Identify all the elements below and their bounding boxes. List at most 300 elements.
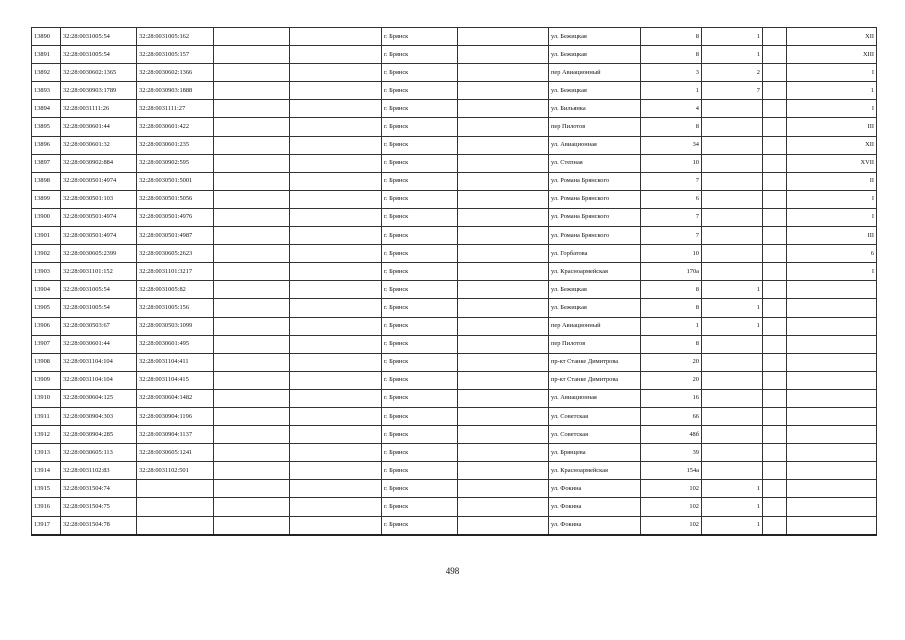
cell-empty xyxy=(214,317,290,335)
cell-city: г. Брянск xyxy=(382,154,458,172)
cell-empty xyxy=(763,371,787,389)
cell-cadastral-object: 32:28:0030501:4987 xyxy=(137,227,214,245)
cell-room xyxy=(787,281,877,299)
cell-empty xyxy=(763,516,787,535)
cell-city: г. Брянск xyxy=(382,82,458,100)
cell-number: 13893 xyxy=(32,82,61,100)
cell-empty xyxy=(290,136,382,154)
cell-cadastral-object xyxy=(137,480,214,498)
table-row xyxy=(32,516,877,535)
cell-empty xyxy=(458,227,549,245)
cell-cadastral-object: 32:28:0030903:1888 xyxy=(137,82,214,100)
cell-street: пр-кт Станке Димитрова xyxy=(549,353,641,371)
table-row xyxy=(32,498,877,516)
cell-number: 13915 xyxy=(32,480,61,498)
cell-number: 13903 xyxy=(32,263,61,281)
table-row xyxy=(32,371,877,389)
cell-cadastral-parcel: 32:28:0031005:54 xyxy=(61,281,137,299)
cell-street: пер Авиационный xyxy=(549,317,641,335)
cell-empty xyxy=(290,353,382,371)
cell-city: г. Брянск xyxy=(382,498,458,516)
cell-cadastral-object: 32:28:0030904:1137 xyxy=(137,426,214,444)
cell-empty xyxy=(763,281,787,299)
cell-city: г. Брянск xyxy=(382,335,458,353)
cell-empty xyxy=(763,245,787,263)
cell-flat xyxy=(702,335,763,353)
cell-empty xyxy=(214,407,290,425)
cell-cadastral-object: 32:28:0030902:595 xyxy=(137,154,214,172)
cell-flat: 1 xyxy=(702,480,763,498)
cell-city: г. Брянск xyxy=(382,28,458,46)
cell-number: 13890 xyxy=(32,28,61,46)
cell-empty xyxy=(458,64,549,82)
cell-room: XII xyxy=(787,28,877,46)
cell-number: 13898 xyxy=(32,172,61,190)
cell-room xyxy=(787,371,877,389)
table-row xyxy=(32,444,877,462)
cell-empty xyxy=(214,444,290,462)
cell-house: 1 xyxy=(641,317,702,335)
cell-empty xyxy=(458,263,549,281)
cell-empty xyxy=(214,118,290,136)
cell-room xyxy=(787,426,877,444)
table-row xyxy=(32,335,877,353)
table-row xyxy=(32,389,877,407)
table-row xyxy=(32,317,877,335)
cell-empty xyxy=(214,100,290,118)
cell-cadastral-object: 32:28:0030601:235 xyxy=(137,136,214,154)
cell-room: II xyxy=(787,172,877,190)
cell-flat xyxy=(702,353,763,371)
cell-cadastral-object: 32:28:0030605:2623 xyxy=(137,245,214,263)
cell-house: 34 xyxy=(641,136,702,154)
cell-empty xyxy=(290,28,382,46)
table-row xyxy=(32,154,877,172)
cell-house: 170а xyxy=(641,263,702,281)
cell-cadastral-parcel: 32:28:0031504:74 xyxy=(61,480,137,498)
cell-empty xyxy=(214,281,290,299)
cell-house: 154а xyxy=(641,462,702,480)
cell-empty xyxy=(763,46,787,64)
cell-empty xyxy=(458,317,549,335)
cell-empty xyxy=(458,118,549,136)
cell-empty xyxy=(458,299,549,317)
cell-room xyxy=(787,389,877,407)
table-row xyxy=(32,28,877,46)
cell-empty xyxy=(458,82,549,100)
cell-empty xyxy=(214,136,290,154)
table-row xyxy=(32,208,877,226)
cell-flat xyxy=(702,444,763,462)
cell-room: I xyxy=(787,190,877,208)
cell-cadastral-object: 32:28:0030601:422 xyxy=(137,118,214,136)
cell-flat xyxy=(702,407,763,425)
cell-house: 20 xyxy=(641,353,702,371)
cell-street: ул. Романа Брянского xyxy=(549,208,641,226)
cell-street: ул. Брянцева xyxy=(549,444,641,462)
cell-room xyxy=(787,516,877,535)
cell-street: ул. Авиационная xyxy=(549,389,641,407)
cell-flat: 1 xyxy=(702,498,763,516)
cell-empty xyxy=(290,64,382,82)
cell-city: г. Брянск xyxy=(382,371,458,389)
cell-flat xyxy=(702,371,763,389)
cell-number: 13916 xyxy=(32,498,61,516)
cell-cadastral-parcel: 32:28:0031005:54 xyxy=(61,299,137,317)
cell-city: г. Брянск xyxy=(382,190,458,208)
cell-empty xyxy=(290,46,382,64)
cell-street: ул. Горбатова xyxy=(549,245,641,263)
cell-empty xyxy=(214,46,290,64)
cell-street: пр-кт Станке Димитрова xyxy=(549,371,641,389)
cell-room: XII xyxy=(787,136,877,154)
cell-house: 39 xyxy=(641,444,702,462)
cell-empty xyxy=(458,100,549,118)
cell-empty xyxy=(214,154,290,172)
cell-empty xyxy=(763,263,787,281)
cell-house: 3 xyxy=(641,64,702,82)
cell-cadastral-object: 32:28:0030601:495 xyxy=(137,335,214,353)
cell-empty xyxy=(763,172,787,190)
cell-cadastral-parcel: 32:28:0030604:125 xyxy=(61,389,137,407)
cell-empty xyxy=(763,190,787,208)
cell-empty xyxy=(763,389,787,407)
cell-number: 13907 xyxy=(32,335,61,353)
cell-cadastral-parcel: 32:28:0030501:103 xyxy=(61,190,137,208)
cell-cadastral-parcel: 32:28:0031101:152 xyxy=(61,263,137,281)
cell-cadastral-parcel: 32:28:0031104:104 xyxy=(61,353,137,371)
cell-street: ул. Бежицкая xyxy=(549,299,641,317)
cell-flat xyxy=(702,245,763,263)
cell-empty xyxy=(290,172,382,190)
cell-empty xyxy=(763,353,787,371)
cell-street: ул. Красноармейская xyxy=(549,263,641,281)
registry-table xyxy=(31,27,877,536)
cell-city: г. Брянск xyxy=(382,480,458,498)
cell-room xyxy=(787,407,877,425)
cell-room xyxy=(787,353,877,371)
cell-cadastral-object: 32:28:0030602:1366 xyxy=(137,64,214,82)
cell-empty xyxy=(214,480,290,498)
cell-empty xyxy=(458,480,549,498)
cell-house: 66 xyxy=(641,407,702,425)
cell-room: III xyxy=(787,118,877,136)
cell-number: 13912 xyxy=(32,426,61,444)
cell-empty xyxy=(214,389,290,407)
cell-city: г. Брянск xyxy=(382,317,458,335)
table-row xyxy=(32,462,877,480)
cell-cadastral-parcel: 32:28:0030902:884 xyxy=(61,154,137,172)
cell-empty xyxy=(290,118,382,136)
cell-house: 102 xyxy=(641,516,702,535)
table-row xyxy=(32,407,877,425)
cell-empty xyxy=(763,444,787,462)
cell-house: 8 xyxy=(641,335,702,353)
cell-cadastral-parcel: 32:28:0031005:54 xyxy=(61,46,137,64)
cell-city: г. Брянск xyxy=(382,281,458,299)
cell-cadastral-parcel: 32:28:0031102:83 xyxy=(61,462,137,480)
cell-flat xyxy=(702,426,763,444)
cell-room: 1 xyxy=(787,82,877,100)
cell-city: г. Брянск xyxy=(382,208,458,226)
cell-house: 6 xyxy=(641,190,702,208)
cell-number: 13902 xyxy=(32,245,61,263)
cell-empty xyxy=(458,245,549,263)
cell-flat xyxy=(702,190,763,208)
cell-empty xyxy=(763,299,787,317)
cell-empty xyxy=(458,46,549,64)
cell-room: I xyxy=(787,64,877,82)
cell-flat: 7 xyxy=(702,82,763,100)
cell-empty xyxy=(214,299,290,317)
cell-empty xyxy=(214,190,290,208)
cell-empty xyxy=(290,227,382,245)
table-row xyxy=(32,64,877,82)
cell-flat: 1 xyxy=(702,28,763,46)
cell-house: 10 xyxy=(641,245,702,263)
cell-cadastral-parcel: 32:28:0030605:2399 xyxy=(61,245,137,263)
cell-room xyxy=(787,335,877,353)
cell-empty xyxy=(290,516,382,535)
cell-room xyxy=(787,462,877,480)
cell-empty xyxy=(458,462,549,480)
cell-cadastral-parcel: 32:28:0030904:303 xyxy=(61,407,137,425)
cell-empty xyxy=(458,172,549,190)
table-row xyxy=(32,82,877,100)
cell-cadastral-parcel: 32:28:0030601:44 xyxy=(61,335,137,353)
cell-cadastral-parcel: 32:28:0030601:44 xyxy=(61,118,137,136)
cell-room xyxy=(787,480,877,498)
cell-empty xyxy=(763,154,787,172)
cell-empty xyxy=(458,154,549,172)
cell-cadastral-object: 32:28:0031005:82 xyxy=(137,281,214,299)
cell-number: 13901 xyxy=(32,227,61,245)
cell-street: ул. Бежицкая xyxy=(549,281,641,299)
cell-city: г. Брянск xyxy=(382,516,458,535)
cell-cadastral-object: 32:28:0031102:501 xyxy=(137,462,214,480)
table-row xyxy=(32,263,877,281)
cell-cadastral-object: 32:28:0031005:156 xyxy=(137,299,214,317)
cell-empty xyxy=(214,172,290,190)
cell-street: ул. Авиационная xyxy=(549,136,641,154)
cell-empty xyxy=(458,371,549,389)
cell-empty xyxy=(290,335,382,353)
cell-empty xyxy=(290,407,382,425)
table-row xyxy=(32,100,877,118)
cell-room: XVII xyxy=(787,154,877,172)
cell-cadastral-parcel: 32:28:0030501:4974 xyxy=(61,172,137,190)
cell-room: 6 xyxy=(787,245,877,263)
cell-city: г. Брянск xyxy=(382,444,458,462)
cell-cadastral-parcel: 32:28:0030602:1365 xyxy=(61,64,137,82)
cell-cadastral-parcel: 32:28:0031111:26 xyxy=(61,100,137,118)
cell-house: 8 xyxy=(641,118,702,136)
cell-house: 8 xyxy=(641,281,702,299)
cell-empty xyxy=(458,335,549,353)
table-row xyxy=(32,118,877,136)
cell-flat xyxy=(702,263,763,281)
cell-empty xyxy=(214,227,290,245)
cell-street: ул. Бежицкая xyxy=(549,28,641,46)
cell-room: XIII xyxy=(787,46,877,64)
cell-house: 8 xyxy=(641,299,702,317)
cell-flat xyxy=(702,227,763,245)
cell-empty xyxy=(763,118,787,136)
cell-cadastral-object: 32:28:0030605:1241 xyxy=(137,444,214,462)
cell-cadastral-object: 32:28:0030501:5056 xyxy=(137,190,214,208)
cell-street: пер Авиационный xyxy=(549,64,641,82)
cell-number: 13906 xyxy=(32,317,61,335)
cell-empty xyxy=(458,426,549,444)
cell-city: г. Брянск xyxy=(382,353,458,371)
cell-empty xyxy=(290,263,382,281)
cell-empty xyxy=(214,245,290,263)
cell-street: ул. Красноармейская xyxy=(549,462,641,480)
cell-cadastral-object xyxy=(137,516,214,535)
cell-empty xyxy=(763,100,787,118)
cell-empty xyxy=(290,190,382,208)
cell-empty xyxy=(290,100,382,118)
cell-number: 13894 xyxy=(32,100,61,118)
cell-empty xyxy=(214,208,290,226)
cell-empty xyxy=(763,64,787,82)
page-number: 498 xyxy=(445,566,460,576)
cell-cadastral-parcel: 32:28:0030501:4974 xyxy=(61,227,137,245)
cell-city: г. Брянск xyxy=(382,136,458,154)
cell-cadastral-object: 32:28:0031111:27 xyxy=(137,100,214,118)
cell-street: ул. Романа Брянского xyxy=(549,172,641,190)
cell-flat: 1 xyxy=(702,46,763,64)
cell-number: 13905 xyxy=(32,299,61,317)
cell-empty xyxy=(290,154,382,172)
cell-empty xyxy=(290,462,382,480)
cell-number: 13899 xyxy=(32,190,61,208)
cell-cadastral-object: 32:28:0031005:162 xyxy=(137,28,214,46)
cell-cadastral-parcel: 32:28:0031005:54 xyxy=(61,28,137,46)
cell-number: 13897 xyxy=(32,154,61,172)
table-row xyxy=(32,136,877,154)
cell-cadastral-parcel: 32:28:0030501:4974 xyxy=(61,208,137,226)
cell-flat: 1 xyxy=(702,281,763,299)
cell-number: 13896 xyxy=(32,136,61,154)
cell-empty xyxy=(214,516,290,535)
cell-cadastral-object: 32:28:0031005:157 xyxy=(137,46,214,64)
cell-cadastral-object: 32:28:0030503:1099 xyxy=(137,317,214,335)
cell-cadastral-parcel: 32:28:0030601:32 xyxy=(61,136,137,154)
cell-empty xyxy=(763,426,787,444)
cell-empty xyxy=(763,317,787,335)
cell-empty xyxy=(214,426,290,444)
cell-room xyxy=(787,299,877,317)
cell-empty xyxy=(458,190,549,208)
table-row xyxy=(32,353,877,371)
table-row xyxy=(32,426,877,444)
cell-flat xyxy=(702,100,763,118)
cell-city: г. Брянск xyxy=(382,118,458,136)
cell-city: г. Брянск xyxy=(382,227,458,245)
cell-number: 13895 xyxy=(32,118,61,136)
table-row xyxy=(32,480,877,498)
cell-house: 48б xyxy=(641,426,702,444)
cell-cadastral-object xyxy=(137,498,214,516)
cell-empty xyxy=(458,281,549,299)
table-row xyxy=(32,281,877,299)
cell-cadastral-object: 32:28:0030501:5001 xyxy=(137,172,214,190)
cell-city: г. Брянск xyxy=(382,389,458,407)
cell-empty xyxy=(214,82,290,100)
cell-room: III xyxy=(787,227,877,245)
cell-city: г. Брянск xyxy=(382,172,458,190)
cell-city: г. Брянск xyxy=(382,46,458,64)
cell-number: 13913 xyxy=(32,444,61,462)
cell-house: 7 xyxy=(641,227,702,245)
table-row xyxy=(32,245,877,263)
cell-street: пер Пилотов xyxy=(549,118,641,136)
cell-house: 7 xyxy=(641,208,702,226)
cell-empty xyxy=(290,82,382,100)
table-body xyxy=(32,28,877,535)
cell-empty xyxy=(763,498,787,516)
cell-cadastral-object: 32:28:0031101:3217 xyxy=(137,263,214,281)
cell-number: 13911 xyxy=(32,407,61,425)
table-row xyxy=(32,172,877,190)
cell-flat xyxy=(702,462,763,480)
cell-street: ул. Романа Брянского xyxy=(549,190,641,208)
cell-number: 13904 xyxy=(32,281,61,299)
cell-empty xyxy=(458,28,549,46)
cell-cadastral-object: 32:28:0031104:415 xyxy=(137,371,214,389)
cell-house: 20 xyxy=(641,371,702,389)
cell-house: 1 xyxy=(641,82,702,100)
cell-cadastral-parcel: 32:28:0031504:75 xyxy=(61,498,137,516)
cell-empty xyxy=(290,208,382,226)
cell-street: ул. Фокина xyxy=(549,480,641,498)
cell-number: 13909 xyxy=(32,371,61,389)
cell-house: 102 xyxy=(641,480,702,498)
cell-cadastral-parcel: 32:28:0030503:67 xyxy=(61,317,137,335)
cell-empty xyxy=(763,208,787,226)
cell-room xyxy=(787,317,877,335)
cell-empty xyxy=(290,480,382,498)
cell-empty xyxy=(763,407,787,425)
table-row xyxy=(32,46,877,64)
cell-flat: 1 xyxy=(702,299,763,317)
cell-empty xyxy=(763,28,787,46)
cell-flat xyxy=(702,118,763,136)
cell-house: 4 xyxy=(641,100,702,118)
cell-empty xyxy=(290,371,382,389)
cell-empty xyxy=(458,444,549,462)
cell-street: ул. Бежицкая xyxy=(549,46,641,64)
cell-number: 13914 xyxy=(32,462,61,480)
cell-empty xyxy=(763,227,787,245)
cell-house: 102 xyxy=(641,498,702,516)
cell-empty xyxy=(290,299,382,317)
cell-city: г. Брянск xyxy=(382,64,458,82)
cell-number: 13892 xyxy=(32,64,61,82)
cell-city: г. Брянск xyxy=(382,462,458,480)
cell-number: 13908 xyxy=(32,353,61,371)
cell-street: ул. Фокина xyxy=(549,498,641,516)
cell-flat: 1 xyxy=(702,516,763,535)
cell-city: г. Брянск xyxy=(382,299,458,317)
cell-empty xyxy=(214,498,290,516)
cell-street: ул. Советская xyxy=(549,407,641,425)
cell-empty xyxy=(214,335,290,353)
cell-street: ул. Бежицкая xyxy=(549,82,641,100)
cell-empty xyxy=(458,389,549,407)
cell-flat: 1 xyxy=(702,317,763,335)
